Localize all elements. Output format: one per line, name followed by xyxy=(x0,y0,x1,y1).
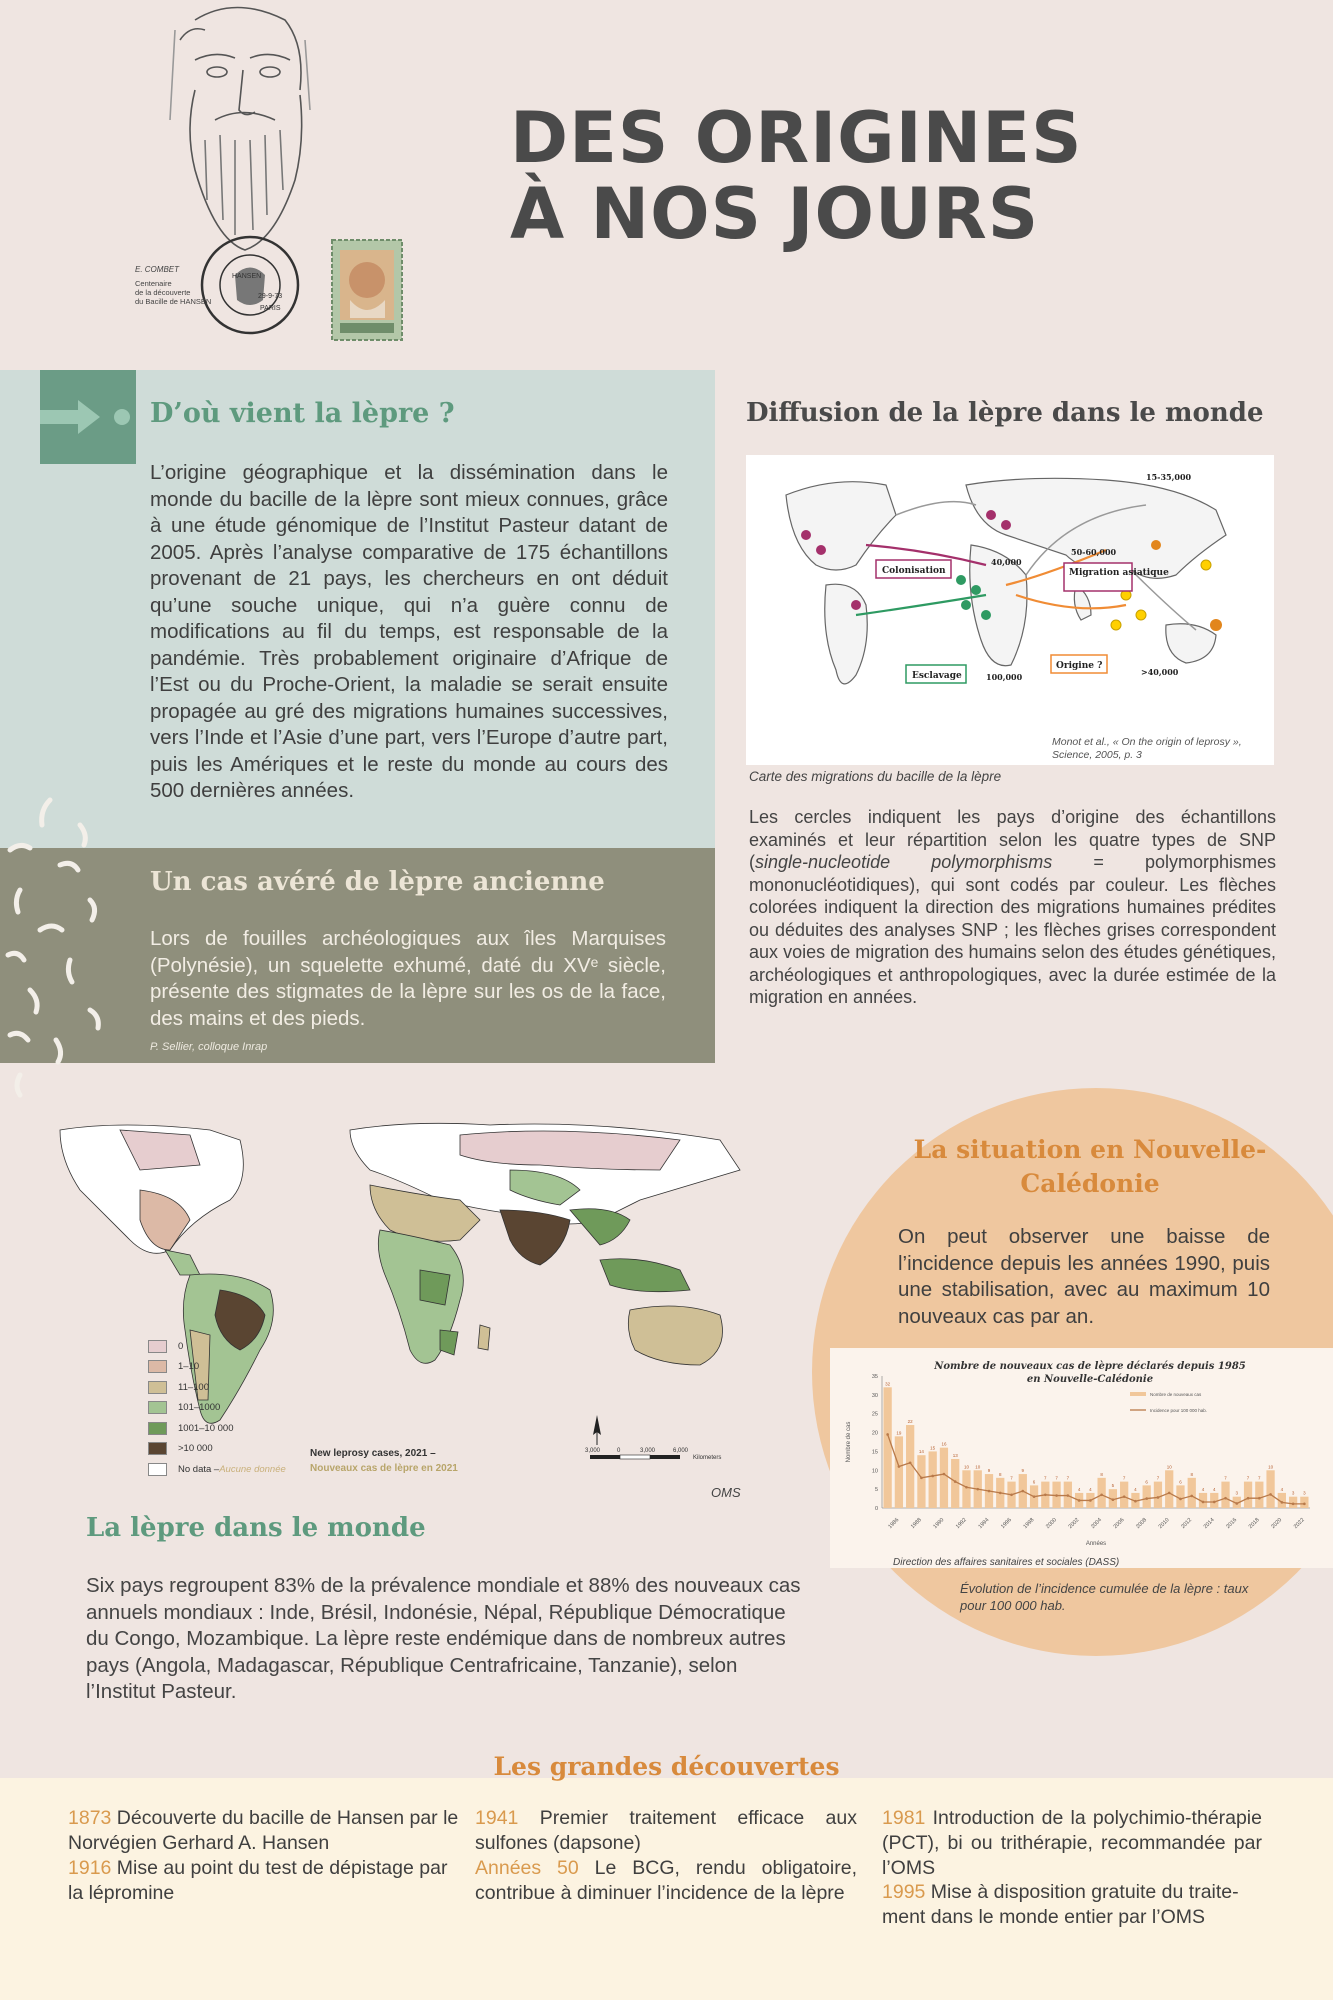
incidence-point xyxy=(1303,1503,1306,1506)
chart-title: Nombre de nouveaux cas de lèpre déclarés depuis 1985 en Nouvelle-Calédonie xyxy=(934,1361,1246,1385)
bar-value-label: 4 xyxy=(1077,1486,1081,1492)
x-tick-label: 1992 xyxy=(954,1517,968,1531)
legend-swatch-bars xyxy=(1130,1392,1146,1396)
bar-value-label: 15 xyxy=(930,1445,936,1451)
scale-tick-1: 3,000 xyxy=(585,1448,601,1454)
incidence-point xyxy=(1145,1497,1148,1500)
bar-value-label: 22 xyxy=(907,1419,913,1425)
discovery-item: 1941 Premier traitement efficace aux sulfones (dapsone) xyxy=(475,1807,857,1854)
incidence-point xyxy=(1123,1495,1126,1498)
world-map-source: OMS xyxy=(711,1485,741,1500)
chart-bar xyxy=(962,1470,970,1508)
map-label-n3: 40,000 xyxy=(991,557,1022,567)
legend-swatch xyxy=(148,1381,167,1394)
chart-bar xyxy=(1255,1482,1263,1508)
incidence-point xyxy=(1157,1496,1160,1499)
bar-value-label: 7 xyxy=(1055,1475,1058,1481)
bar-value-label: 5 xyxy=(1111,1483,1115,1489)
x-tick-label: 2012 xyxy=(1180,1517,1194,1531)
bar-value-label: 19 xyxy=(896,1430,902,1436)
bar-value-label: 10 xyxy=(975,1464,981,1470)
stamp-caption-2: de la découverte xyxy=(135,288,191,297)
scale-unit: Kilometers xyxy=(693,1455,722,1461)
y-tick-label: 5 xyxy=(874,1487,878,1494)
x-tick-label: 2004 xyxy=(1090,1517,1104,1531)
incidence-point xyxy=(909,1461,912,1464)
incidence-point xyxy=(1224,1497,1227,1500)
chart-bar xyxy=(1165,1470,1173,1508)
chart-bar xyxy=(895,1436,903,1508)
postmark-name: HANSEN xyxy=(232,273,262,280)
incidence-line xyxy=(888,1434,1305,1503)
chart-bar xyxy=(1266,1470,1274,1508)
bar-value-label: 6 xyxy=(1179,1479,1182,1485)
nc-paragraph: On peut observer une baisse de l’incidence depuis les années 1990, puis une stabilisation, avec au maximum 10 nouveaux cas par an. xyxy=(898,1225,1270,1328)
bar-value-label: 7 xyxy=(1010,1475,1013,1481)
legend-item xyxy=(148,1418,286,1439)
scale-tick-3: 3,000 xyxy=(640,1448,656,1454)
bar-value-label: 4 xyxy=(1134,1486,1137,1492)
incidence-point xyxy=(1190,1495,1193,1498)
legend-item xyxy=(148,1357,286,1378)
map-label-origine: Origine ? xyxy=(1056,661,1103,671)
x-tick-label: 2014 xyxy=(1202,1517,1216,1531)
y-tick-label: 30 xyxy=(871,1392,878,1399)
legend-item xyxy=(148,1398,286,1419)
ancient-case-heading: Un cas avéré de lèpre ancienne xyxy=(150,867,605,897)
incidence-point xyxy=(976,1488,979,1491)
x-tick-label: 2018 xyxy=(1247,1517,1261,1531)
bar-value-label: 4 xyxy=(1089,1486,1092,1492)
bar-value-label: 3 xyxy=(1303,1490,1306,1496)
chart-bar xyxy=(1188,1478,1196,1508)
bar-value-label: 10 xyxy=(1166,1464,1172,1470)
bar-value-label: 6 xyxy=(1145,1479,1148,1485)
legend-label-fr: Aucune donnée xyxy=(219,1463,286,1475)
nc-chart-source: Direction des affaires sanitaires et sociales (DASS) xyxy=(893,1557,1120,1568)
y-tick-label: 25 xyxy=(871,1411,878,1418)
bar-value-label: 7 xyxy=(1156,1475,1160,1481)
legend-swatch xyxy=(148,1422,167,1435)
bar-value-label: 7 xyxy=(1066,1475,1070,1481)
y-axis-label: Nombre de cas xyxy=(846,1421,852,1463)
legend-label: 101–1000 xyxy=(178,1402,221,1414)
x-tick-label: 1994 xyxy=(977,1517,991,1531)
incidence-point xyxy=(1134,1500,1137,1503)
legend-swatch xyxy=(148,1463,167,1476)
y-tick-label: 35 xyxy=(871,1374,878,1380)
map-label-n1: 15-35,000 xyxy=(1146,472,1192,482)
chart-bar xyxy=(1300,1497,1308,1508)
incidence-point xyxy=(988,1490,991,1493)
chart-bar xyxy=(1289,1497,1297,1508)
legend-item xyxy=(148,1377,286,1398)
legend-item xyxy=(148,1459,286,1480)
incidence-point xyxy=(1168,1492,1171,1495)
incidence-point xyxy=(1010,1494,1013,1497)
x-axis-label: Années xyxy=(1085,1541,1107,1547)
map-label-migration: Migration asiatique xyxy=(1069,568,1169,578)
x-tick-label: 2008 xyxy=(1135,1517,1149,1531)
legend-item xyxy=(148,1336,286,1357)
incidence-point xyxy=(1213,1501,1216,1504)
migration-map-caption: Carte des migrations du bacille de la lèpre xyxy=(749,769,1002,784)
map-label-esclavage: Esclavage xyxy=(912,671,962,681)
x-tick-label: 2016 xyxy=(1225,1517,1239,1531)
bar-value-label: 9 xyxy=(1021,1468,1025,1474)
bar-value-label: 7 xyxy=(1258,1475,1261,1481)
north-arrow-icon xyxy=(593,1415,601,1445)
legend-swatch xyxy=(148,1340,167,1353)
incidence-point xyxy=(1033,1495,1036,1498)
bar-value-label: 4 xyxy=(1280,1486,1284,1492)
chart-bar xyxy=(884,1387,892,1508)
y-tick-label: 10 xyxy=(871,1468,878,1475)
bar-value-label: 8 xyxy=(999,1471,1002,1477)
bar-value-label: 14 xyxy=(918,1449,924,1455)
legend-item xyxy=(148,1439,286,1460)
incidence-point xyxy=(1089,1499,1092,1502)
map-label-colonisation: Colonisation xyxy=(882,566,946,576)
bar-value-label: 7 xyxy=(1246,1475,1250,1481)
bar-value-label: 8 xyxy=(1100,1471,1103,1477)
x-tick-label: 2002 xyxy=(1067,1517,1081,1531)
chart-bar xyxy=(1221,1482,1229,1508)
discovery-item: 1981 Introduction de la polychimio-thérapie (PCT), bi ou trithérapie, recommandée par l’OMS xyxy=(882,1807,1262,1879)
migration-map xyxy=(746,455,1274,765)
incidence-point xyxy=(1258,1497,1261,1500)
stamp-caption-3: du Bacille de HANSEN xyxy=(135,297,212,306)
legend-swatch xyxy=(148,1442,167,1455)
bar-value-label: 7 xyxy=(1224,1475,1227,1481)
page-title xyxy=(510,97,1160,255)
ancient-case-paragraph: Lors de fouilles archéologiques aux îles Marquises (Polynésie), un squelette exhumé, daté du XVᵉ siècle, présente des stigmates de la lèpre sur les os de la face, des mains et des pieds. xyxy=(150,927,666,1030)
chart-bar xyxy=(1143,1485,1151,1508)
y-tick-label: 0 xyxy=(874,1506,878,1512)
discovery-item: 1916 Mise au point du test de dépistage par la lépromine xyxy=(68,1857,448,1904)
decorative-dashes xyxy=(0,790,120,1110)
y-tick-label: 15 xyxy=(871,1449,878,1456)
legend-label-bars: Nombre de nouveaux cas xyxy=(1150,1392,1202,1397)
incidence-point xyxy=(1021,1490,1024,1493)
postmark xyxy=(202,237,298,333)
bar-value-label: 4 xyxy=(1213,1486,1216,1492)
x-tick-label: 1988 xyxy=(909,1517,923,1531)
incidence-point xyxy=(931,1475,934,1478)
incidence-point xyxy=(886,1433,889,1436)
nc-heading: La situation en Nouvelle-Calédonie xyxy=(913,1135,1267,1198)
discoveries-heading: Les grandes découvertes xyxy=(493,1752,840,1781)
legend-label: 0 xyxy=(178,1340,184,1352)
x-tick-label: 1998 xyxy=(1022,1517,1036,1531)
incidence-point xyxy=(965,1486,968,1489)
incidence-point xyxy=(898,1465,901,1468)
legend-label-line: Incidence pour 100 000 hab. xyxy=(1150,1408,1208,1413)
bar-value-label: 10 xyxy=(963,1464,969,1470)
scale-tick-2: 0 xyxy=(617,1448,621,1454)
postmark-city: PARIS xyxy=(260,305,281,312)
incidence-point xyxy=(1235,1502,1238,1505)
title-line-2: À NOS JOURS xyxy=(510,173,1040,255)
bar-value-label: 6 xyxy=(1032,1479,1036,1485)
bar-value-label: 3 xyxy=(1235,1490,1239,1496)
bar-value-label: 16 xyxy=(941,1441,947,1447)
bar-value-label: 8 xyxy=(1190,1471,1193,1477)
discovery-item: Années 50 Le BCG, rendu obligatoire, contribue à diminuer l’incidence de la lèpre xyxy=(475,1857,857,1904)
x-tick-label: 2010 xyxy=(1157,1517,1171,1531)
incidence-point xyxy=(920,1477,923,1480)
chart-bar xyxy=(940,1448,948,1508)
legend-label: 1–10 xyxy=(178,1361,200,1373)
legend-label: >10 000 xyxy=(178,1443,213,1455)
bar-value-label: 13 xyxy=(952,1452,958,1458)
nc-cases-chart xyxy=(830,1348,1333,1568)
incidence-point xyxy=(1179,1498,1182,1501)
incidence-point xyxy=(1078,1499,1081,1502)
bar-value-label: 7 xyxy=(1122,1475,1126,1481)
legend-swatch xyxy=(148,1401,167,1414)
incidence-point xyxy=(943,1473,946,1476)
incidence-point xyxy=(1112,1498,1115,1501)
stamp-caption-1: Centenaire xyxy=(135,279,172,288)
scale-tick-4: 6,000 xyxy=(673,1448,689,1454)
chart-bar xyxy=(917,1455,925,1508)
chart-bar xyxy=(1244,1482,1252,1508)
y-tick-label: 20 xyxy=(871,1430,878,1437)
legend-label: 11–100 xyxy=(178,1381,209,1393)
incidence-point xyxy=(1281,1501,1284,1504)
x-tick-label: 2006 xyxy=(1112,1517,1126,1531)
discovery-item: 1995 Mise à disposition gratuite du traite-ment dans le monde entier par l’OMS xyxy=(882,1881,1239,1928)
x-tick-label: 2022 xyxy=(1292,1517,1306,1531)
incidence-point xyxy=(1202,1501,1205,1504)
hansen-stamp-illustration xyxy=(135,0,420,350)
incidence-point xyxy=(1100,1494,1103,1497)
bar-value-label: 4 xyxy=(1201,1486,1205,1492)
bar-value-label: 32 xyxy=(885,1381,891,1387)
x-tick-label: 1986 xyxy=(887,1517,901,1531)
incidence-point xyxy=(1067,1494,1070,1497)
incidence-point xyxy=(1292,1503,1295,1506)
postmark-date: 29-9-73 xyxy=(258,293,283,300)
chart-bar xyxy=(929,1451,937,1508)
incidence-point xyxy=(954,1480,957,1483)
world-heading: La lèpre dans le monde xyxy=(86,1513,426,1543)
discovery-item: 1873 Découverte du bacille de Hansen par le Norvégien Gerhard A. Hansen xyxy=(68,1807,459,1854)
bar-value-label: 3 xyxy=(1291,1490,1295,1496)
arrow-icon xyxy=(40,370,136,464)
bar-value-label: 9 xyxy=(987,1468,991,1474)
x-tick-label: 1996 xyxy=(1000,1517,1013,1531)
migration-map-credit: Monot et al., « On the origin of leprosy », Science, 2005, p. 3 xyxy=(1052,736,1242,761)
origin-heading: D’où vient la lèpre ? xyxy=(150,398,455,429)
incidence-point xyxy=(1044,1494,1047,1497)
legend-label: 1001–10 000 xyxy=(178,1422,234,1434)
map-label-n2: 50-60,000 xyxy=(1071,547,1117,557)
origin-paragraph: L’origine géographique et la dissémination dans le monde du bacille de la lèpre sont mieux connues, grâce à une étude génomique de l’Institut Pasteur datant de 2005. Après l’analyse comparative de 175 échantillons provenant de 21 pays, les chercheurs en ont déduit qu’une souche unique, qui n’a guère connu de modifications au fil du temps, est responsable de la pandémie. Très probablement originaire d’Afrique de l’Est ou du Proche-Orient, la maladie se serait ensuite propagée au gré des migrations humaines successives, vers l’Inde et l’Asie d’une part, vers l’Europe d’autre part, puis les Amériques et le reste du monde au cours des 500 dernières années. xyxy=(150,461,668,802)
x-tick-label: 2000 xyxy=(1045,1517,1058,1531)
diffusion-heading: Diffusion de la lèpre dans le monde xyxy=(746,398,1264,428)
legend-swatch xyxy=(148,1360,167,1373)
stamp-artist: E. COMBET xyxy=(135,265,180,274)
incidence-point xyxy=(1055,1494,1058,1497)
bar-value-label: 10 xyxy=(1268,1464,1274,1470)
incidence-point xyxy=(1269,1493,1272,1496)
incidence-point xyxy=(1247,1497,1250,1500)
chart-bar xyxy=(1098,1478,1106,1508)
incidence-point xyxy=(999,1492,1002,1495)
legend-label: No data – xyxy=(178,1463,220,1475)
bar-value-label: 7 xyxy=(1044,1475,1047,1481)
chart-bar xyxy=(1120,1482,1128,1508)
postage-stamp xyxy=(332,240,402,340)
map-label-n4: 100,000 xyxy=(986,672,1023,682)
map-scale-and-north-arrow xyxy=(585,1410,745,1470)
chart-bar xyxy=(1154,1482,1162,1508)
x-tick-label: 2020 xyxy=(1270,1517,1284,1531)
world-map-title: New leprosy cases, 2021 – Nouveaux cas de lèpre en 2021 xyxy=(310,1448,458,1474)
nc-chart-caption: Évolution de l’incidence cumulée de la lèpre : taux pour 100 000 hab. xyxy=(960,1581,1249,1613)
map-legend xyxy=(148,1336,286,1480)
title-line-1: DES ORIGINES xyxy=(510,97,1083,179)
x-tick-label: 1990 xyxy=(932,1517,946,1531)
ancient-case-source: P. Sellier, colloque Inrap xyxy=(150,1041,268,1053)
world-paragraph: Six pays regroupent 83% de la prévalence mondiale et 88% des nouveaux cas annuels mondiaux : Inde, Brésil, Indonésie, Népal, République Démocratique du Congo, Mozambique. La lèpre reste endémique dans de nombreux autres pays (Angola, Madagascar, République Centrafricaine, Tanzanie), selon l’Institut Pasteur. xyxy=(86,1574,801,1703)
diffusion-paragraph: Les cercles indiquent les pays d’origine des échantillons examinés et leur répartition selon les quatre types de SNP (single-nucleotide polymorphisms = polymorphismes mononucléotidiques), qui sont codés par couleur. Les flèches colorées indiquent la direction des migrations humaines prédites ou déduites des analyses SNP ; les flèches grises correspondent aux voies de migration des humains selon des études génétiques, archéologiques et anthropologiques, avec la durée estimée de la migration en années. xyxy=(749,807,1277,1007)
map-label-n5: >40,000 xyxy=(1141,667,1179,677)
